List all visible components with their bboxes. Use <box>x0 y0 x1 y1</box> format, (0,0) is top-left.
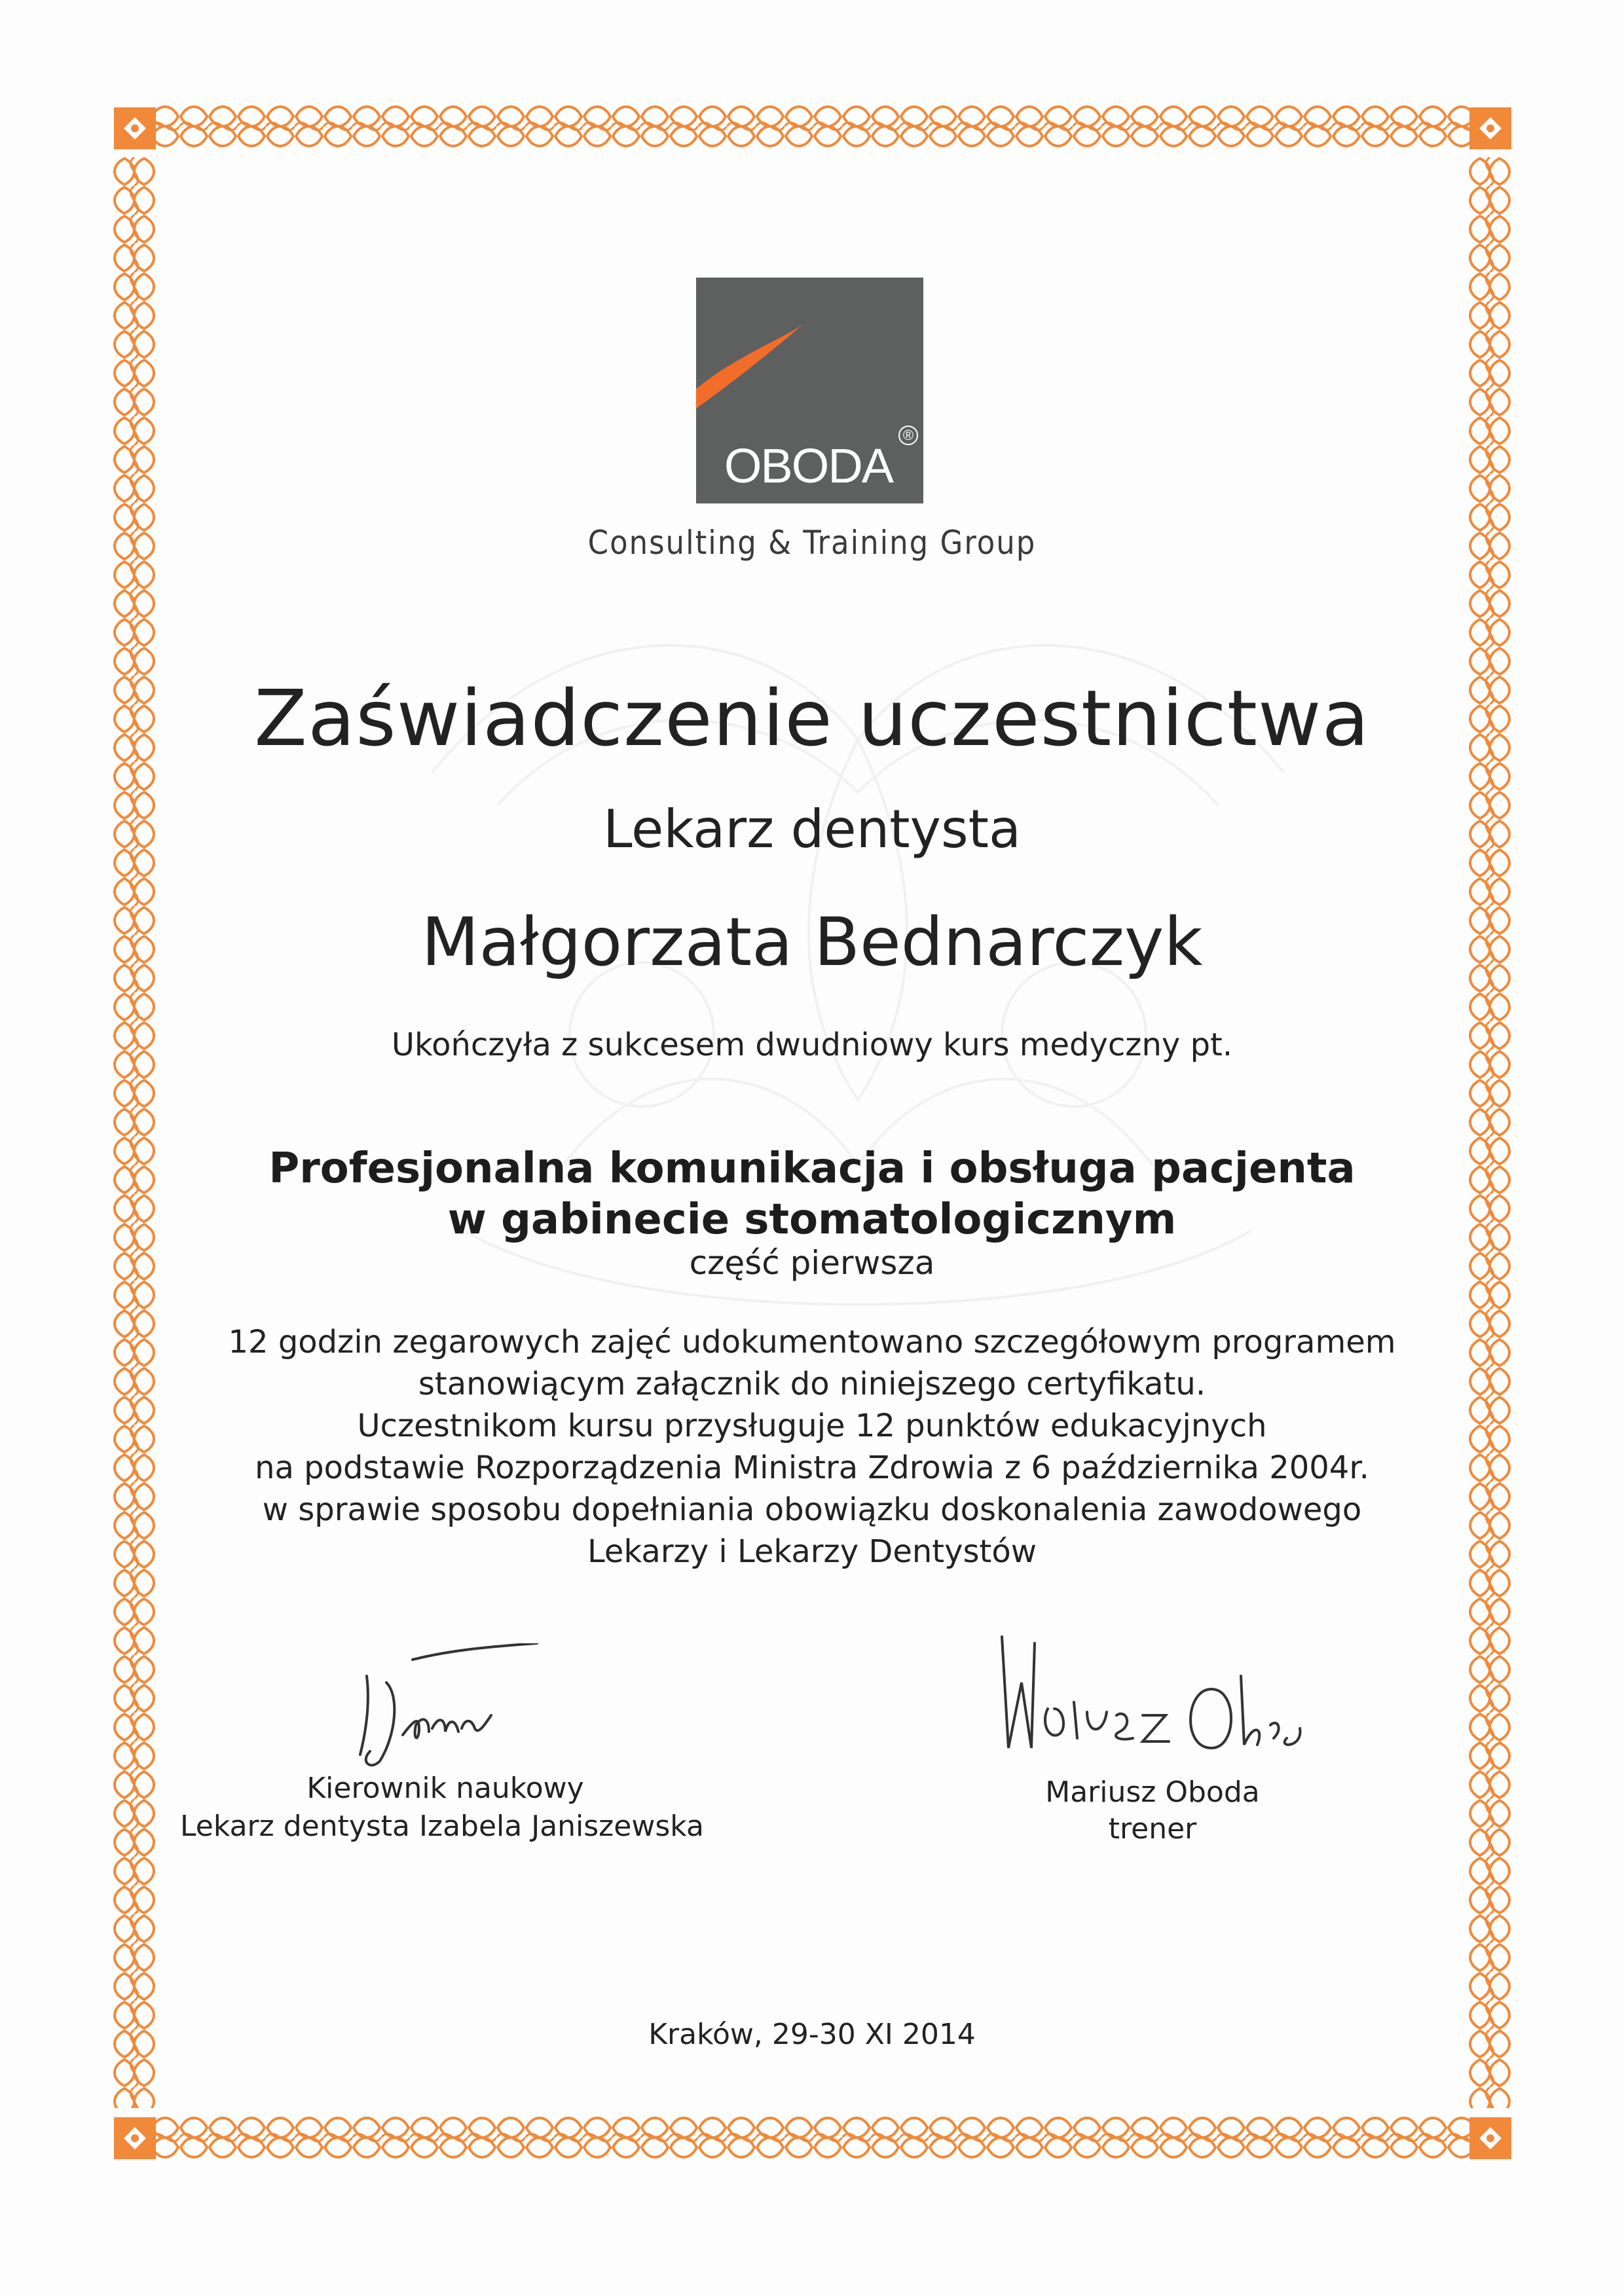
logo-wordmark: OBODA <box>724 439 893 493</box>
body-text-line: na podstawie Rozporządzenia Ministra Zdrowia z 6 października 2004r. <box>255 1449 1369 1486</box>
company-logo <box>696 278 923 503</box>
signatory-right-role: trener <box>1108 1812 1197 1846</box>
signatory-right-name: Mariusz Oboda <box>1045 1776 1260 1809</box>
body-text-line: 12 godzin zegarowych zajęć udokumentowano szczegółowym programem <box>228 1324 1396 1360</box>
signatory-left-name: Lekarz dentysta Izabela Janiszewska <box>180 1810 704 1843</box>
ornamental-border-bottom <box>151 2108 1473 2167</box>
ornamental-border-right <box>1460 157 1519 2108</box>
company-tagline: Consulting & Training Group <box>587 524 1037 562</box>
course-title-line-2: w gabinecie stomatologicznym <box>447 1195 1177 1244</box>
course-part: część pierwsza <box>689 1244 935 1282</box>
handwritten-signature-right <box>995 1624 1303 1768</box>
course-title-line-1: Profesjonalna komunikacja i obsługa pacjenta <box>268 1144 1356 1193</box>
handwritten-signature-left <box>341 1643 550 1774</box>
ornamental-border-left <box>105 157 164 2108</box>
corner-ornament-icon <box>1467 2115 1514 2162</box>
body-text-line: w sprawie sposobu dopełniania obowiązku doskonalenia zawodowego <box>262 1491 1362 1528</box>
ornamental-border-top <box>151 97 1473 156</box>
participant-profession: Lekarz dentysta <box>602 799 1022 860</box>
signatory-left-role: Kierownik naukowy <box>306 1772 584 1805</box>
registered-mark: ® <box>898 426 918 445</box>
body-text-line: stanowiącym załącznik do niniejszego certyfikatu. <box>418 1366 1206 1402</box>
body-text-line: Lekarzy i Lekarzy Dentystów <box>587 1533 1037 1570</box>
certificate-title: Zaświadczenie uczestnictwa <box>254 673 1370 763</box>
body-text-line: Uczestnikom kursu przysługuje 12 punktów edukacyjnych <box>357 1408 1267 1444</box>
completion-statement: Ukończyła z sukcesem dwudniowy kurs medyczny pt. <box>391 1027 1233 1063</box>
corner-ornament-icon <box>111 105 158 152</box>
corner-ornament-icon <box>111 2115 158 2162</box>
corner-ornament-icon <box>1467 105 1514 152</box>
participant-name: Małgorzata Bednarczyk <box>421 903 1203 981</box>
place-and-date: Kraków, 29-30 XI 2014 <box>648 2018 976 2051</box>
